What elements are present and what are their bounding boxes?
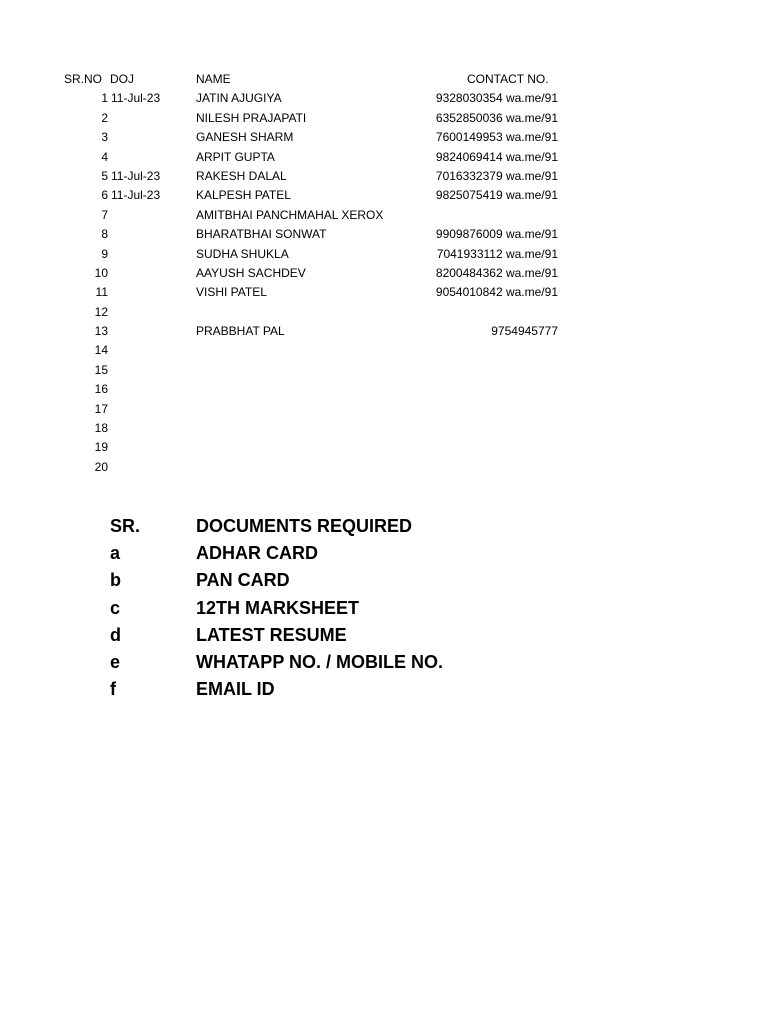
cell-name: BHARATBHAI SONWAT <box>196 227 327 242</box>
table-row <box>0 245 768 264</box>
cell-name: SUDHA SHUKLA <box>196 246 289 261</box>
document-item-text: PAN CARD <box>196 570 290 591</box>
cell-srno: 12 <box>94 304 108 319</box>
documents-header-row <box>0 516 768 543</box>
document-item <box>0 679 768 706</box>
table-row <box>0 400 768 419</box>
cell-contact: 7600149953 wa.me/91 <box>435 130 558 145</box>
table-row <box>0 89 768 108</box>
cell-srno: 20 <box>94 459 108 474</box>
cell-contact: 9824069414 wa.me/91 <box>435 149 558 164</box>
table-row <box>0 225 768 244</box>
cell-srno: 14 <box>94 343 108 358</box>
cell-doj: 11-Jul-23 <box>111 188 161 203</box>
cell-srno: 7 <box>101 207 108 222</box>
header-contact: CONTACT NO. <box>467 72 549 86</box>
cell-contact: 6352850036 wa.me/91 <box>435 110 558 125</box>
cell-contact: 9909876009 wa.me/91 <box>435 227 558 242</box>
header-doj: DOJ <box>110 72 134 86</box>
table-row <box>0 186 768 205</box>
cell-srno: 2 <box>101 110 108 125</box>
cell-name: ARPIT GUPTA <box>196 149 275 164</box>
document-item-text: WHATAPP NO. / MOBILE NO. <box>196 651 443 672</box>
document-item <box>0 543 768 570</box>
cell-srno: 17 <box>94 401 108 416</box>
document-item-text: 12TH MARKSHEET <box>196 597 360 618</box>
cell-name: GANESH SHARM <box>196 130 294 145</box>
document-item <box>0 625 768 652</box>
cell-srno: 16 <box>94 382 108 397</box>
cell-srno: 8 <box>101 227 108 242</box>
table-row <box>0 283 768 302</box>
cell-srno: 10 <box>94 265 108 280</box>
document-item-text: LATEST RESUME <box>196 624 347 645</box>
document-item-letter: b <box>110 570 121 591</box>
cell-contact: 9754945777 <box>491 324 558 339</box>
table-row <box>0 206 768 225</box>
cell-name: AMITBHAI PANCHMAHAL XEROX <box>196 207 384 222</box>
cell-doj: 11-Jul-23 <box>111 91 161 106</box>
contact-table <box>0 70 768 477</box>
document-item-letter: f <box>110 679 116 700</box>
cell-srno: 19 <box>94 440 108 455</box>
cell-name: AAYUSH SACHDEV <box>196 265 306 280</box>
table-row <box>0 438 768 457</box>
document-item-letter: d <box>110 624 121 645</box>
table-row <box>0 128 768 147</box>
cell-srno: 5 <box>101 168 108 183</box>
cell-srno: 15 <box>94 362 108 377</box>
document-item-letter: e <box>110 651 121 672</box>
document-item <box>0 652 768 679</box>
cell-name: RAKESH DALAL <box>196 168 287 183</box>
document-item-letter: c <box>110 597 121 618</box>
cell-contact: 7041933112 wa.me/91 <box>436 246 558 261</box>
cell-contact: 9328030354 wa.me/91 <box>435 91 558 106</box>
header-srno: SR.NO <box>64 72 103 86</box>
document-item <box>0 598 768 625</box>
documents-required-list <box>0 516 768 706</box>
table-row <box>0 341 768 360</box>
table-header-row <box>0 70 768 89</box>
cell-name: VISHI PATEL <box>196 285 267 300</box>
cell-srno: 11 <box>95 285 108 300</box>
table-row <box>0 419 768 438</box>
cell-srno: 4 <box>101 149 108 164</box>
cell-srno: 1 <box>101 91 108 106</box>
documents-header-sr: SR. <box>110 516 141 536</box>
cell-srno: 18 <box>94 421 108 436</box>
cell-contact: 9825075419 wa.me/91 <box>435 188 558 203</box>
documents-body <box>0 543 768 706</box>
cell-contact: 8200484362 wa.me/91 <box>435 265 558 280</box>
header-name: NAME <box>196 72 231 86</box>
cell-srno: 6 <box>101 188 108 203</box>
document-item-text: ADHAR CARD <box>196 543 318 564</box>
cell-contact: 9054010842 wa.me/91 <box>435 285 558 300</box>
cell-srno: 9 <box>101 246 108 261</box>
cell-srno: 3 <box>101 130 108 145</box>
document-item-letter: a <box>110 543 121 564</box>
document-item <box>0 570 768 597</box>
table-body <box>0 89 768 477</box>
table-row <box>0 361 768 380</box>
cell-name: KALPESH PATEL <box>196 188 291 203</box>
table-row <box>0 167 768 186</box>
cell-srno: 13 <box>94 324 108 339</box>
cell-name: JATIN AJUGIYA <box>196 91 282 106</box>
table-row <box>0 264 768 283</box>
table-row <box>0 109 768 128</box>
documents-header-title: DOCUMENTS REQUIRED <box>196 516 413 536</box>
cell-contact: 7016332379 wa.me/91 <box>435 168 558 183</box>
table-row <box>0 380 768 399</box>
document-item-text: EMAIL ID <box>196 679 275 700</box>
cell-doj: 11-Jul-23 <box>111 168 161 183</box>
table-row <box>0 303 768 322</box>
cell-name: PRABBHAT PAL <box>196 324 285 339</box>
cell-name: NILESH PRAJAPATI <box>196 110 307 125</box>
table-row <box>0 148 768 167</box>
table-row <box>0 458 768 477</box>
table-row <box>0 322 768 341</box>
